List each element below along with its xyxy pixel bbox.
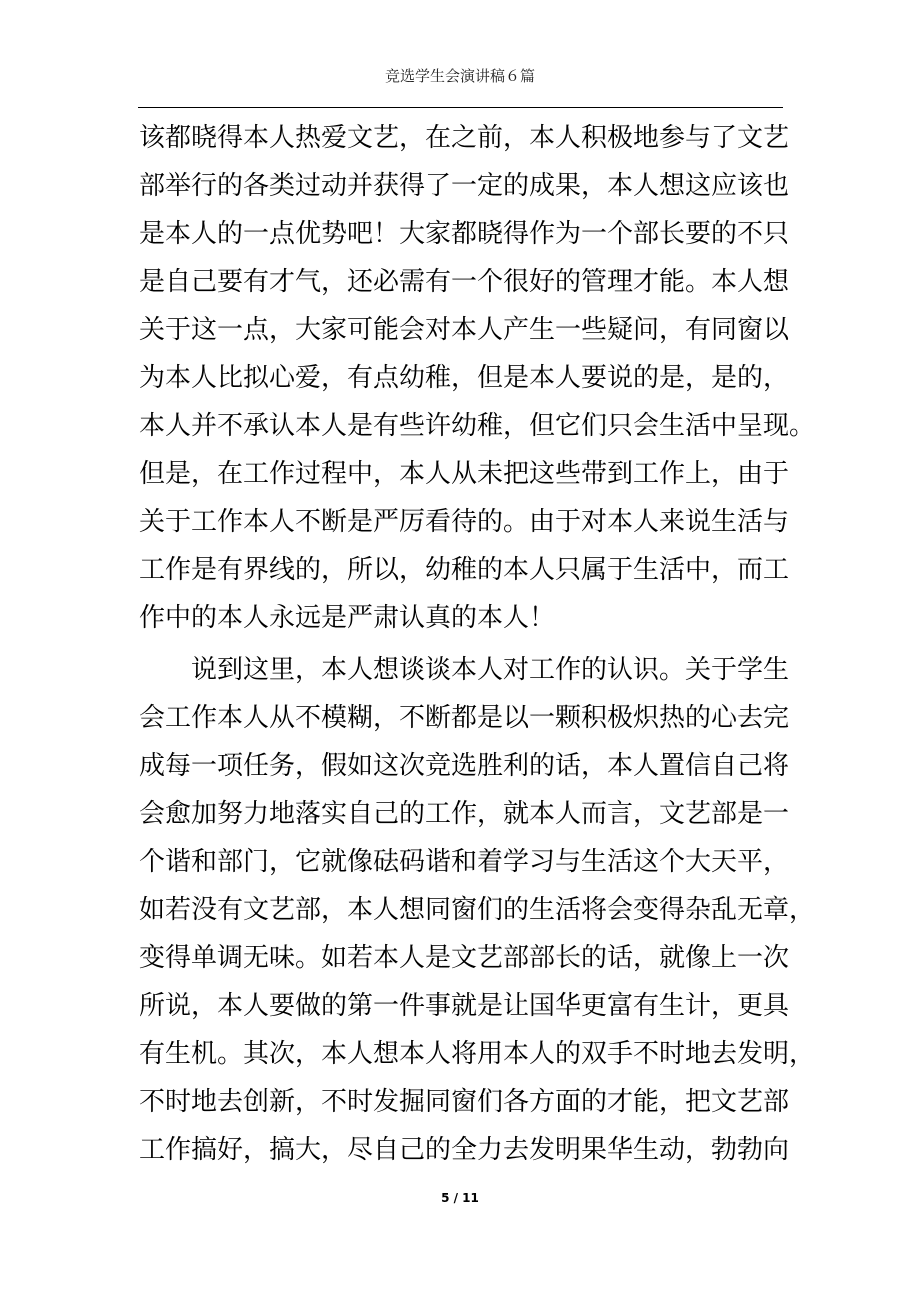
header-divider xyxy=(138,107,783,108)
page-number: 5 / 11 xyxy=(441,1191,479,1205)
text-line: 但是，在工作过程中，本人从未把这些带到工作上，由于 xyxy=(139,459,790,489)
text-line: 会工作本人从不模糊，不断都是以一颗积极炽热的心去完 xyxy=(139,703,790,733)
text-line: 个谐和部门，它就像砝码谐和着学习与生活这个大天平， xyxy=(139,847,790,877)
document-body xyxy=(139,114,816,1174)
text-line: 本人并不承认本人是有些许幼稚，但它们只会生活中呈现。 xyxy=(139,411,816,441)
text-line: 关于工作本人不断是严厉看待的。由于对本人来说生活与 xyxy=(139,507,790,537)
paragraph xyxy=(139,114,816,642)
paragraph xyxy=(139,646,816,1174)
text-line: 工作是有界线的，所以，幼稚的本人只属于生活中，而工 xyxy=(139,555,790,585)
text-line: 是自己要有才气，还必需有一个很好的管理才能。本人想 xyxy=(139,267,790,297)
text-line: 说到这里，本人想谈谈本人对工作的认识。关于学生 xyxy=(139,655,790,685)
text-line: 是本人的一点优势吧！大家都晓得作为一个部长要的不只 xyxy=(139,219,790,249)
text-line: 该都晓得本人热爱文艺，在之前，本人积极地参与了文艺 xyxy=(139,123,790,153)
text-line: 部举行的各类过动并获得了一定的成果，本人想这应该也 xyxy=(139,171,790,201)
text-line: 有生机。其次，本人想本人将用本人的双手不时地去发明， xyxy=(139,1039,816,1069)
text-line: 不时地去创新，不时发掘同窗们各方面的才能，把文艺部 xyxy=(139,1087,790,1117)
text-line: 会愈加努力地落实自己的工作，就本人而言，文艺部是一 xyxy=(139,799,790,829)
text-line: 所说，本人要做的第一件事就是让国华更富有生计，更具 xyxy=(139,991,790,1021)
text-line: 作中的本人永远是严肃认真的本人！ xyxy=(139,603,556,633)
text-line: 为本人比拟心爱，有点幼稚，但是本人要说的是，是的， xyxy=(139,363,790,393)
text-line: 关于这一点，大家可能会对本人产生一些疑问，有同窗以 xyxy=(139,315,790,345)
text-line: 成每一项任务，假如这次竞选胜利的话，本人置信自己将 xyxy=(139,751,790,781)
text-line: 变得单调无味。如若本人是文艺部部长的话，就像上一次 xyxy=(139,943,790,973)
document-header-title: 竞选学生会演讲稿６篇 xyxy=(384,67,535,85)
text-line: 工作搞好，搞大，尽自己的全力去发明果华生动，勃勃向 xyxy=(139,1135,790,1165)
text-line: 如若没有文艺部，本人想同窗们的生活将会变得杂乱无章， xyxy=(139,895,816,925)
